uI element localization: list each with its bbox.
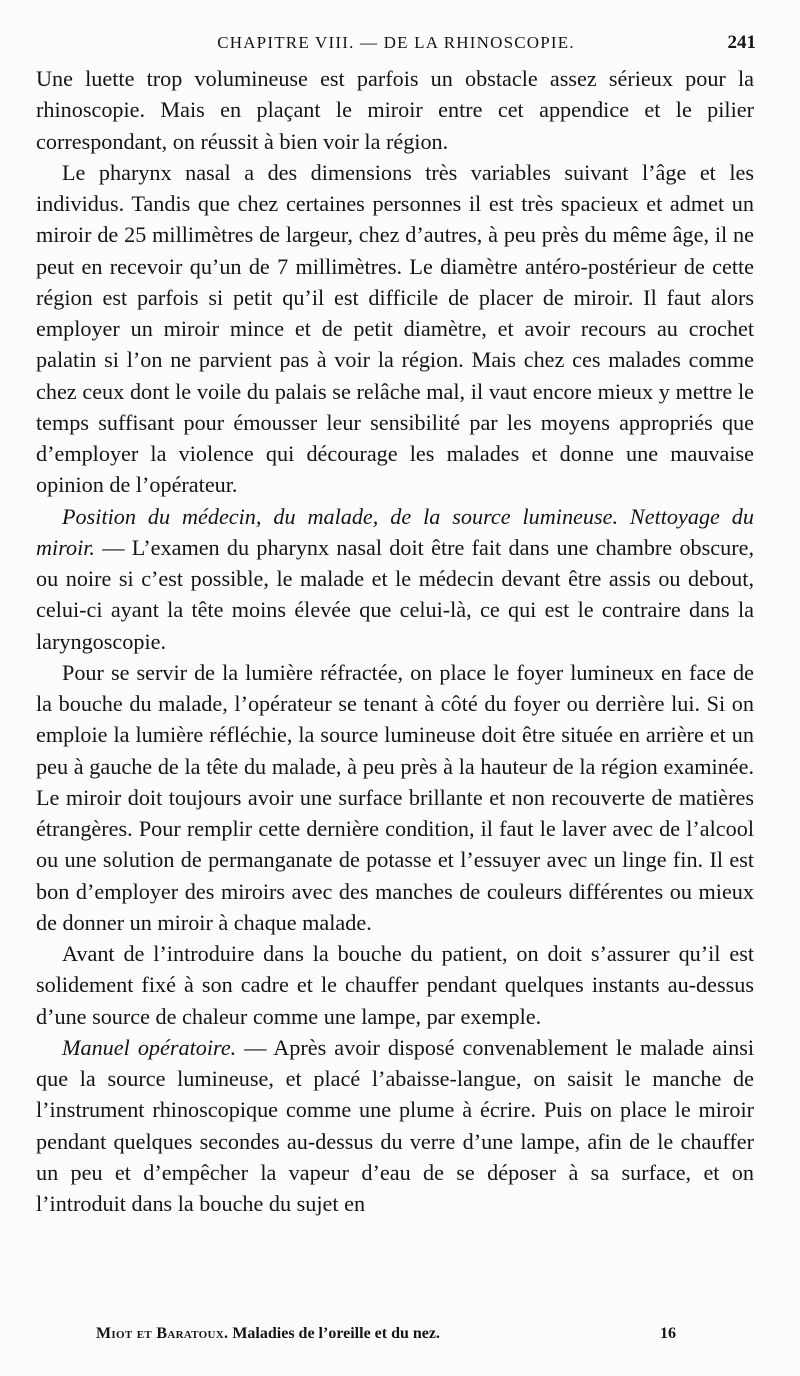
paragraph xyxy=(36,63,754,157)
paragraph xyxy=(36,938,754,1032)
page-footer xyxy=(96,1322,696,1346)
paragraph xyxy=(36,501,754,657)
signature-number: 16 xyxy=(660,1325,676,1342)
section-heading: Position du médecin, du malade, de la source lumineuse. Nettoyage du miroir. xyxy=(36,503,754,560)
paragraph-text: Le pharynx nasal a des dimensions très variables suivant l’âge et les individus. Tandis que chez certaines personnes il est très spacieux et admet un miroir de 25 millimètres de largeur, chez d’autres, à peu près du même âge, il ne peut en recevoir qu’un de 7 millimètres. Le diamètre antéro-postérieur de cette région est parfois si petit qu’il est difficile de placer de miroir. Il faut alors employer un miroir mince et de petit diamètre, et avoir recours au crochet palatin si l’on ne parvient pas à voir la région. Mais chez ces malades comme chez ceux dont le voile du palais se relâche mal, il vaut encore mieux y mettre le temps suffisant pour émousser leur sensibilité par les moyens appropriés que d’employer la violence qui décourage les malades et donne une mauvaise opinion de l’opérateur. xyxy=(36,159,754,498)
paragraph-text: Pour se servir de la lumière réfractée, on place le foyer lumineux en face de la bouche du malade, l’opérateur se tenant à côté du foyer ou derrière lui. Si on emploie la lumière réfléchie, la source lumineuse doit être située en arrière et un peu à gauche de la tête du malade, à peu près à la hauteur de la région examinée. Le miroir doit toujours avoir une surface brillante et non recouverte de matières étrangères. Pour remplir cette dernière condition, il faut le laver avec de l’alcool ou une solution de permanganate de potasse et l’essuyer avec un linge fin. Il est bon d’employer des miroirs avec des manches de couleurs différentes ou mieux de donner un miroir à chaque malade. xyxy=(36,659,754,935)
paragraph-text: Une luette trop volumineuse est parfois un obstacle assez sérieux pour la rhinoscopie. Mais en plaçant le miroir entre cet appendice et le pilier correspondant, on réussit à bien voir la région. xyxy=(36,66,754,154)
page-number: 241 xyxy=(727,32,756,53)
paragraph-text: — Après avoir disposé convenablement le malade ainsi que la source lumineuse, et placé l’abaisse-langue, on saisit le manche de l’instrument rhinoscopique comme une plume à écrire. Puis on place le miroir pendant quelques secondes au-dessus du verre d’une lampe, afin de le chauffer un peu et d’empêcher la vapeur d’eau de se déposer à sa surface, et on l’introduit dans la bouche du sujet en xyxy=(36,1034,755,1216)
body-text xyxy=(36,63,754,1219)
paragraph xyxy=(36,157,754,501)
section-heading: Manuel opératoire. xyxy=(62,1034,237,1060)
paragraph-text: — L’examen du pharynx nasal doit être fait dans une chambre obscure, ou noire si c’est possible, le malade et le médecin devant être assis ou debout, celui-ci ayant la tête moins élevée que celui-là, ce qui est le contraire dans la laryngoscopie. xyxy=(36,534,754,654)
footer-book-title: Maladies de l’oreille et du nez. xyxy=(232,1325,440,1342)
paragraph xyxy=(36,1032,754,1220)
footer-authors: Miot et Baratoux. xyxy=(96,1325,229,1342)
chapter-title: CHAPITRE VIII. — DE LA RHINOSCOPIE. xyxy=(217,33,575,52)
running-head xyxy=(36,30,756,56)
paragraph-text: Avant de l’introduire dans la bouche du patient, on doit s’assurer qu’il est solidement fixé à son cadre et le chauffer pendant quelques instants au-dessus d’une source de chaleur comme une lampe, par exemple. xyxy=(36,941,754,1029)
paragraph xyxy=(36,657,754,938)
